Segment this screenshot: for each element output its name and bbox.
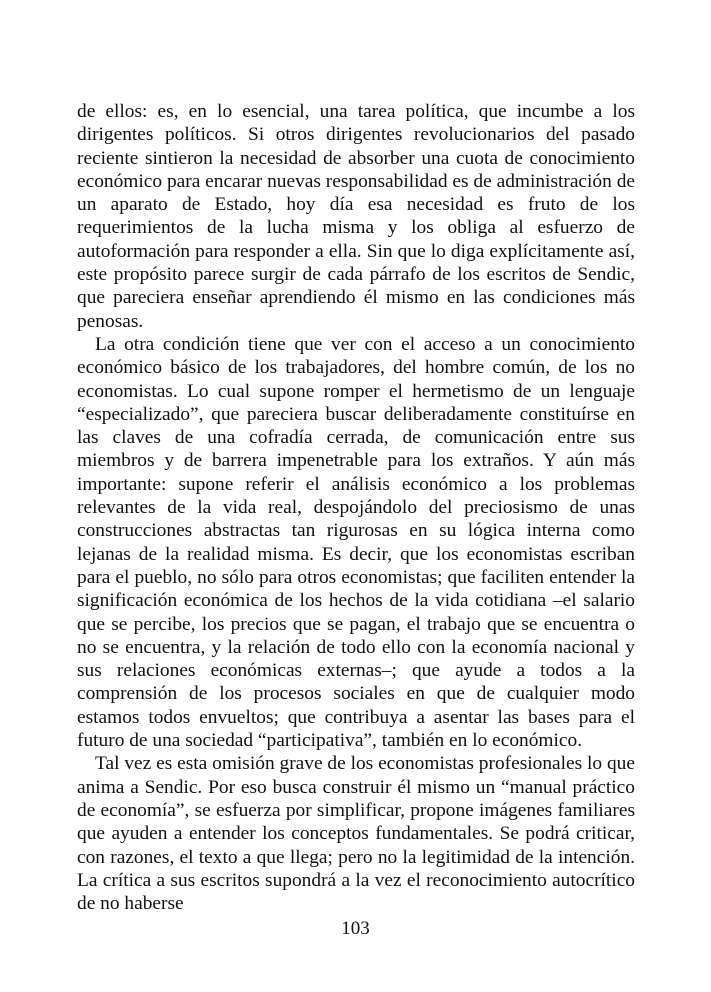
paragraph-2: La otra condición tiene que ver con el acceso a un conocimiento económico básico de los trabajadores, del hombre común, de los no economistas. Lo cual supone romper el hermetismo de un lenguaje “especializado”, que pareciera buscar deliberadamente constituírse en las claves de una cofradía cerrada, de comunicación entre sus miembros y de barrera impenetrable para los extraños. Y aún más importante: supone referir el análisis económico a los problemas relevantes de la vida real, despojándolo del preciosismo de unas construcciones abstractas tan rigurosas en su lógica interna como lejanas de la realidad misma. Es decir, que los economistas escriban para el pueblo, no sólo para otros economistas; que faciliten entender la significación económica de los hechos de la vida cotidiana –el salario que se percibe, los precios que se pagan, el trabajo que se encuentra o no se encuentra, y la relación de todo ello con la economía nacional y sus relaciones económicas externas–; que ayude a todos a la comprensión de los procesos sociales en que de cualquier modo estamos todos envueltos; que contribuya a asentar las bases para el futuro de una sociedad “participativa”, también en lo económico. (77, 333, 635, 752)
paragraph-3: Tal vez es esta omisión grave de los economistas profesionales lo que anima a Sendic. Por eso busca construir él mismo un “manual práctico de economía”, se esfuerza por simplificar, propone imágenes familiares que ayuden a entender los conceptos fundamentales. Se podrá criticar, con razones, el texto a que llega; pero no la legitimidad de la intención. La crítica a sus escritos supondrá a la vez el reconocimiento autocrítico de no haberse (77, 753, 635, 915)
body-text (77, 100, 635, 915)
page-number: 103 (341, 918, 370, 939)
paragraph-1: de ellos: es, en lo esencial, una tarea política, que incumbe a los dirigentes políticos. Si otros dirigentes revolucionarios del pasado reciente sintieron la necesidad de absorber una cuota de conocimiento económico para encarar nuevas responsabilidad es de administración de un aparato de Estado, hoy día esa necesidad es fruto de los requerimientos de la lucha misma y los obliga al esfuerzo de autoformación para responder a ella. Sin que lo diga explícitamente así, este propósito parece surgir de cada párrafo de los escritos de Sendic, que pareciera enseñar aprendiendo él mismo en las condiciones más penosas. (77, 101, 635, 332)
